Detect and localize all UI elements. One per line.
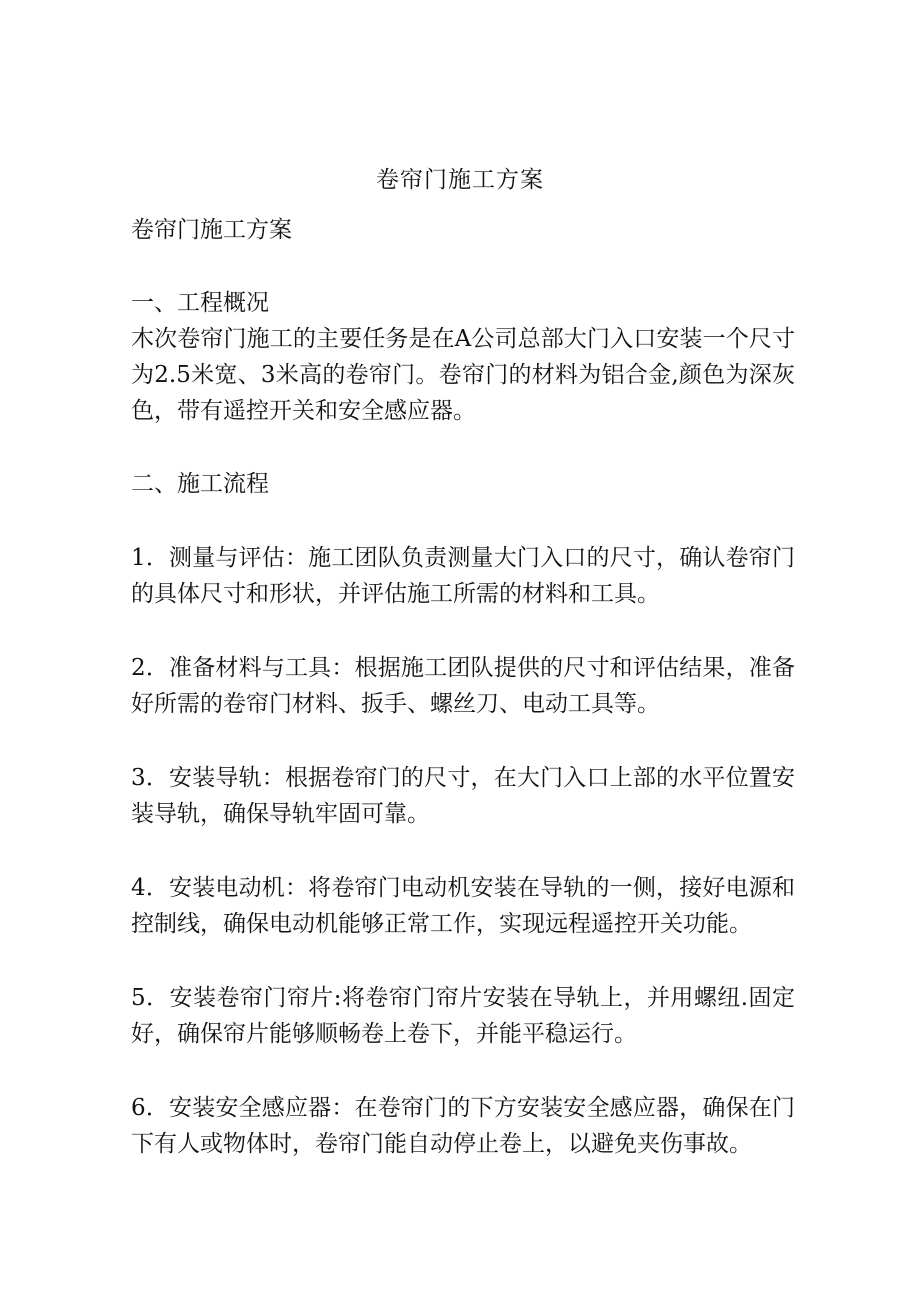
section-heading-process: 二、施工流程	[131, 471, 269, 497]
process-step-5: 5．安装卷帘门帘片:将卷帘门帘片安装在导轨上，并用螺纽.固定好，确保帘片能够顺畅卷上卷下，并能平稳运行。	[131, 985, 795, 1047]
process-step-3: 3．安装导轨：根据卷帘门的尺寸，在大门入口上部的水平位置安装导轨，确保导轨牢固可靠。	[131, 765, 795, 827]
section-heading-overview: 一、工程概况	[131, 290, 269, 316]
document-subtitle: 卷帘门施工方案	[131, 217, 292, 243]
process-step-1: 1．测量与评估：施工团队负责测量大门入口的尺寸，确认卷帘门的具体尺寸和形状，并评估施工所需的材料和工具。	[131, 545, 795, 607]
process-step-2: 2．准备材料与工具：根据施工团队提供的尺寸和评估结果，准备好所需的卷帘门材料、扳手、螺丝刀、电动工具等。	[131, 655, 795, 717]
process-step-4: 4．安装电动机：将卷帘门电动机安装在导轨的一侧，接好电源和控制线，确保电动机能够正常工作，实现远程遥控开关功能。	[131, 875, 795, 937]
overview-paragraph: 木次卷帘门施工的主要任务是在A公司总部大门入口安装一个尺寸为2.5米宽、3米高的卷帘门。卷帘门的材料为铝合金,颜色为深灰色，带有遥控开关和安全感应器。	[131, 326, 795, 424]
document-title: 卷帘门施工方案	[376, 167, 544, 193]
document-body	[131, 212, 795, 1200]
process-step-6: 6．安装安全感应器：在卷帘门的下方安装安全感应器，确保在门下有人或物体时，卷帘门能自动停止卷上，以避免夹伤事故。	[131, 1095, 795, 1157]
